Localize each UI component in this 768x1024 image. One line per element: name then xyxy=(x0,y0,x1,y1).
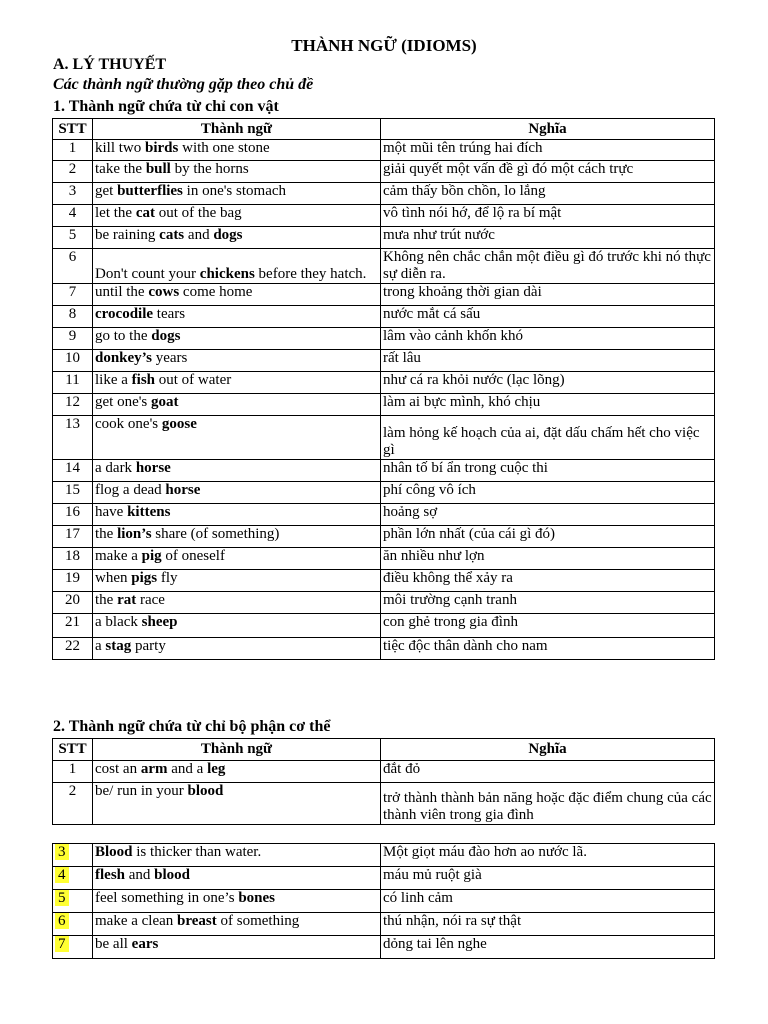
idiom-text: out of water xyxy=(155,372,232,388)
idiom-text: take the xyxy=(95,161,146,177)
idiom-cell xyxy=(93,526,381,548)
idiom-keyword: rat xyxy=(117,592,137,608)
row-number: 19 xyxy=(53,570,93,592)
idiom-keyword: lion’s xyxy=(117,526,152,542)
idiom-keyword: dogs xyxy=(151,328,181,344)
highlighted-number: 6 xyxy=(55,913,69,929)
table-row xyxy=(53,936,715,959)
idiom-text: when xyxy=(95,570,132,586)
idiom-cell xyxy=(93,570,381,592)
idiom-text: until the xyxy=(95,284,149,300)
table-row xyxy=(53,614,715,638)
idiom-keyword: pig xyxy=(141,548,162,564)
row-number: 1 xyxy=(53,761,93,783)
row-number: 22 xyxy=(53,638,93,660)
meaning-cell: dỏng tai lên nghe xyxy=(381,936,715,959)
meaning-cell: phí công vô ích xyxy=(381,482,715,504)
idiom-keyword: horse xyxy=(165,482,201,498)
idiom-keyword: ’s xyxy=(141,350,152,366)
idiom-text: with one stone xyxy=(178,140,270,156)
idiom-cell xyxy=(93,350,381,372)
body-part-idioms-table xyxy=(52,738,715,825)
idiom-text: get one's xyxy=(95,394,152,410)
idiom-text: out of the bag xyxy=(154,205,242,221)
idiom-keyword: goose xyxy=(161,416,197,432)
idiom-cell xyxy=(93,638,381,660)
idiom-keyword: arm xyxy=(140,761,168,777)
idiom-keyword: crocodile xyxy=(95,306,154,322)
idiom-keyword: bull xyxy=(145,161,171,177)
table-row xyxy=(53,183,715,205)
idiom-keyword: cat xyxy=(135,205,155,221)
idiom-cell xyxy=(93,844,381,867)
row-number: 21 xyxy=(53,614,93,638)
meaning-cell: trong khoảng thời gian dài xyxy=(381,284,715,306)
meaning-cell: giải quyết một vấn đề gì đó một cách trực xyxy=(381,161,715,183)
meaning-cell: rất lâu xyxy=(381,350,715,372)
idiom-column-header: Thành ngữ xyxy=(93,119,381,140)
row-number: 8 xyxy=(53,306,93,328)
row-number: 9 xyxy=(53,328,93,350)
idiom-text: and a xyxy=(167,761,208,777)
meaning-cell: tiệc độc thân dành cho nam xyxy=(381,638,715,660)
table-row xyxy=(53,783,715,825)
stt-column-header: STT xyxy=(53,739,93,761)
meaning-cell: nước mắt cá sấu xyxy=(381,306,715,328)
table-row xyxy=(53,867,715,890)
table-row xyxy=(53,638,715,660)
table-row xyxy=(53,394,715,416)
idiom-keyword: birds xyxy=(145,140,179,156)
idiom-text: come home xyxy=(179,284,253,300)
idiom-keyword: cats xyxy=(159,227,185,243)
animal-idioms-table xyxy=(52,118,715,660)
row-number: 15 xyxy=(53,482,93,504)
idiom-cell xyxy=(93,913,381,936)
idiom-cell xyxy=(93,482,381,504)
idiom-cell xyxy=(93,183,381,205)
idiom-cell xyxy=(93,306,381,328)
idiom-text: get xyxy=(95,183,118,199)
idiom-keyword: stag xyxy=(105,638,132,654)
idiom-text: a black xyxy=(95,614,142,630)
meaning-cell: điều không thể xảy ra xyxy=(381,570,715,592)
idiom-keyword: horse xyxy=(135,460,171,476)
idiom-cell xyxy=(93,504,381,526)
idiom-cell xyxy=(93,394,381,416)
meaning-cell: phần lớn nhất (của cái gì đó) xyxy=(381,526,715,548)
row-number: 7 xyxy=(53,284,93,306)
row-number: 2 xyxy=(53,161,93,183)
row-number: 12 xyxy=(53,394,93,416)
idiom-text: share (of something) xyxy=(151,526,280,542)
idiom-text: tears xyxy=(153,306,186,322)
idiom-keyword: blood xyxy=(187,783,224,799)
idiom-cell xyxy=(93,140,381,161)
section-1-heading: 1. Thành ngữ chứa từ chỉ con vật xyxy=(53,98,279,115)
row-number: 4 xyxy=(53,205,93,227)
meaning-cell: môi trường cạnh tranh xyxy=(381,592,715,614)
body-part-idioms-continued-table xyxy=(52,843,715,959)
idiom-text: kill two xyxy=(95,140,146,156)
idiom-keyword: donkey xyxy=(95,350,142,366)
row-number xyxy=(53,890,93,913)
idiom-keyword: cows xyxy=(148,284,180,300)
idiom-text: of oneself xyxy=(161,548,225,564)
highlighted-number: 5 xyxy=(55,890,69,906)
idiom-cell xyxy=(93,936,381,959)
meaning-cell: mưa như trút nước xyxy=(381,227,715,249)
idiom-text: be raining xyxy=(95,227,160,243)
row-number: 11 xyxy=(53,372,93,394)
table-row xyxy=(53,306,715,328)
idiom-keyword: ears xyxy=(131,936,159,952)
idiom-text: by the horns xyxy=(170,161,249,177)
idiom-text: be all xyxy=(95,936,132,952)
idiom-cell xyxy=(93,783,381,825)
idiom-text: and xyxy=(184,227,214,243)
idiom-keyword: flesh xyxy=(95,867,125,883)
meaning-cell: ăn nhiều như lợn xyxy=(381,548,715,570)
row-number: 5 xyxy=(53,227,93,249)
meaning-cell: như cá ra khỏi nước (lạc lõng) xyxy=(381,372,715,394)
row-number xyxy=(53,913,93,936)
idiom-text: is thicker than water. xyxy=(132,844,262,860)
table-row xyxy=(53,284,715,306)
idiom-text: cost an xyxy=(95,761,141,777)
idiom-cell xyxy=(93,249,381,284)
idiom-text: make a clean xyxy=(95,913,178,929)
table-row xyxy=(53,460,715,482)
idiom-text: and xyxy=(125,867,155,883)
idiom-cell xyxy=(93,867,381,890)
idiom-keyword: leg xyxy=(207,761,226,777)
table-row xyxy=(53,416,715,460)
table-row xyxy=(53,140,715,161)
subheading-by-topic: Các thành ngữ thường gặp theo chủ đề xyxy=(53,76,314,93)
idiom-keyword: goat xyxy=(151,394,179,410)
idiom-text: feel something in one’s xyxy=(95,890,239,906)
meaning-cell: làm ai bực mình, khó chịu xyxy=(381,394,715,416)
idiom-text: flog a dead xyxy=(95,482,166,498)
table-row xyxy=(53,844,715,867)
idiom-text: go to the xyxy=(95,328,152,344)
idiom-text: a xyxy=(95,638,106,654)
meaning-cell: Một giọt máu đào hơn ao nước lã. xyxy=(381,844,715,867)
stt-column-header: STT xyxy=(53,119,93,140)
idiom-text: the xyxy=(95,526,118,542)
table-row xyxy=(53,227,715,249)
meaning-cell: đắt đỏ xyxy=(381,761,715,783)
section-2-heading: 2. Thành ngữ chứa từ chỉ bộ phận cơ thể xyxy=(53,718,331,735)
table-row xyxy=(53,548,715,570)
idiom-cell xyxy=(93,548,381,570)
meaning-column-header: Nghĩa xyxy=(381,119,715,140)
idiom-text: be/ run in your xyxy=(95,783,188,799)
idiom-cell xyxy=(93,328,381,350)
idiom-cell xyxy=(93,205,381,227)
idiom-text: in one's stomach xyxy=(182,183,287,199)
table-row xyxy=(53,570,715,592)
meaning-cell: trở thành thành bản năng hoặc đặc điểm chung của các thành viên trong gia đình xyxy=(381,783,715,825)
table-row xyxy=(53,205,715,227)
idiom-keyword: fish xyxy=(131,372,155,388)
meaning-cell: có linh cảm xyxy=(381,890,715,913)
idiom-text: before they hatch. xyxy=(254,266,367,282)
table-row xyxy=(53,913,715,936)
row-number: 14 xyxy=(53,460,93,482)
row-number: 13 xyxy=(53,416,93,460)
meaning-cell: nhân tố bí ẩn trong cuộc thi xyxy=(381,460,715,482)
table-row xyxy=(53,482,715,504)
row-number: 20 xyxy=(53,592,93,614)
meaning-column-header: Nghĩa xyxy=(381,739,715,761)
idiom-text: party xyxy=(131,638,166,654)
row-number: 17 xyxy=(53,526,93,548)
idiom-keyword: breast xyxy=(177,913,217,929)
meaning-cell: thú nhận, nói ra sự thật xyxy=(381,913,715,936)
row-number: 10 xyxy=(53,350,93,372)
table-row xyxy=(53,761,715,783)
table-row xyxy=(53,328,715,350)
table-row xyxy=(53,592,715,614)
idiom-text: the xyxy=(95,592,118,608)
idiom-keyword: butterflies xyxy=(117,183,183,199)
idiom-cell xyxy=(93,372,381,394)
section-a-heading: A. LÝ THUYẾT xyxy=(53,56,167,73)
table-row xyxy=(53,249,715,284)
idiom-text: have xyxy=(95,504,128,520)
highlighted-number: 7 xyxy=(55,936,69,952)
idiom-text: make a xyxy=(95,548,142,564)
row-number: 18 xyxy=(53,548,93,570)
table-row xyxy=(53,161,715,183)
idiom-text: of something xyxy=(216,913,300,929)
row-number: 2 xyxy=(53,783,93,825)
idiom-keyword: dogs xyxy=(213,227,243,243)
row-number xyxy=(53,867,93,890)
idiom-keyword: sheep xyxy=(141,614,178,630)
document-title: THÀNH NGỮ (IDIOMS) xyxy=(291,36,477,55)
row-number: 1 xyxy=(53,140,93,161)
idiom-cell xyxy=(93,592,381,614)
idiom-cell xyxy=(93,614,381,638)
row-number xyxy=(53,844,93,867)
table-row xyxy=(53,890,715,913)
meaning-cell: hoảng sợ xyxy=(381,504,715,526)
table-row xyxy=(53,372,715,394)
meaning-cell: một mũi tên trúng hai đích xyxy=(381,140,715,161)
idiom-cell xyxy=(93,460,381,482)
table-row xyxy=(53,526,715,548)
table-row xyxy=(53,350,715,372)
idiom-cell xyxy=(93,227,381,249)
meaning-cell: cảm thấy bồn chồn, lo lắng xyxy=(381,183,715,205)
idiom-text: years xyxy=(151,350,188,366)
meaning-cell: lâm vào cảnh khốn khó xyxy=(381,328,715,350)
meaning-cell: làm hỏng kế hoạch của ai, đặt dấu chấm hết cho việc gì xyxy=(381,416,715,460)
meaning-cell: con ghẻ trong gia đình xyxy=(381,614,715,638)
idiom-keyword: blood xyxy=(154,867,191,883)
idiom-text: race xyxy=(136,592,165,608)
table-row xyxy=(53,504,715,526)
row-number: 16 xyxy=(53,504,93,526)
idiom-text: fly xyxy=(157,570,178,586)
meaning-cell: máu mủ ruột già xyxy=(381,867,715,890)
idiom-cell xyxy=(93,890,381,913)
idiom-cell xyxy=(93,761,381,783)
idiom-text: cook one's xyxy=(95,416,162,432)
highlighted-number: 4 xyxy=(55,867,69,883)
meaning-cell: vô tình nói hớ, để lộ ra bí mật xyxy=(381,205,715,227)
row-number: 6 xyxy=(53,249,93,284)
idiom-column-header: Thành ngữ xyxy=(93,739,381,761)
idiom-keyword: kittens xyxy=(127,504,171,520)
row-number xyxy=(53,936,93,959)
highlighted-number: 3 xyxy=(55,844,69,860)
idiom-keyword: pigs xyxy=(131,570,158,586)
idiom-cell xyxy=(93,416,381,460)
idiom-text: let the xyxy=(95,205,136,221)
meaning-cell: Không nên chắc chắn một điều gì đó trước khi nó thực sự diễn ra. xyxy=(381,249,715,284)
idiom-keyword: chickens xyxy=(199,266,255,282)
idiom-text: like a xyxy=(95,372,132,388)
idiom-text: a dark xyxy=(95,460,136,476)
idiom-cell xyxy=(93,284,381,306)
idiom-cell xyxy=(93,161,381,183)
idiom-keyword: Blood xyxy=(95,844,133,860)
idiom-keyword: bones xyxy=(238,890,275,906)
idiom-text: Don't count your xyxy=(95,266,200,282)
row-number: 3 xyxy=(53,183,93,205)
